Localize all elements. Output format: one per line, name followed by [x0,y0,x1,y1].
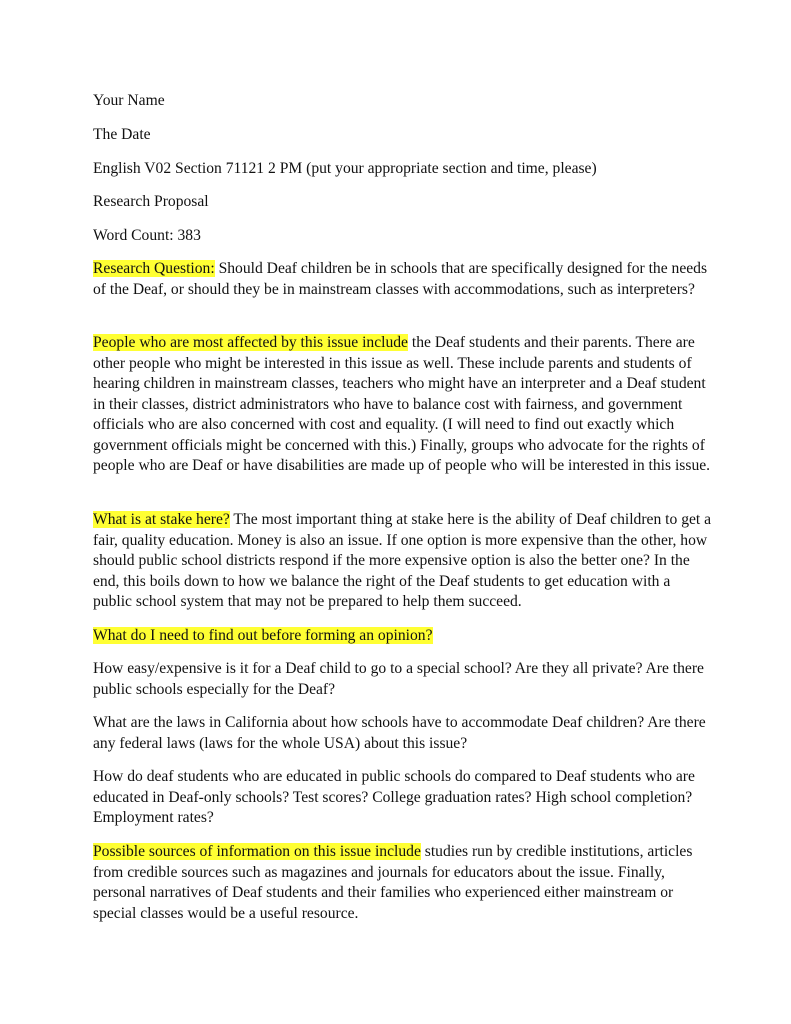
find-out-heading [93,626,713,647]
word-count: Word Count: 383 [93,227,201,244]
stakes-paragraph [93,510,713,613]
stakes-text: The most important thing at stake here is the ability of Deaf children to get a fair, quality education. Money is also an issue. If one option is more expensive than the other, how should public school districts respond if the more expensive option is also the better one? In the end, this boils down to how we balance the right of the Deaf students to get education with a public school system that may not be prepared to help them succeed. [93,511,712,610]
question-paragraph: How do deaf students who are educated in public schools do compared to Deaf students who are educated in Deaf-only schools? Test scores? College graduation rates? High school completion? Employment rates? [93,768,695,826]
research-question-text: Should Deaf children be in schools that are specifically designed for the needs of the Deaf, or should they be in mainstream classes with accommodations, such as interpreters? [93,260,708,298]
stakes-label: What is at stake here? [93,511,230,528]
sources-text: studies run by credible institutions, articles from credible sources such as magazines and journals for educators about the issue. Finally, personal narratives of Deaf students and their families who experienced either mainstream or special classes would be a useful resource. [93,843,693,922]
affected-parties-label: People who are most affected by this issue include [93,334,408,351]
author-name: Your Name [93,92,165,109]
document-type: Research Proposal [93,193,209,210]
sources-paragraph [93,842,713,924]
question-paragraph: How easy/expensive is it for a Deaf child to go to a special school? Are they all private? Are there public schools especially for the Deaf? [93,660,704,698]
course-section: English V02 Section 71121 2 PM (put your appropriate section and time, please) [93,160,597,177]
document-date: The Date [93,126,151,143]
affected-parties-paragraph [93,333,713,477]
sources-label: Possible sources of information on this issue include [93,843,421,860]
find-out-label: What do I need to find out before forming an opinion? [93,627,433,644]
research-question-paragraph [93,259,713,300]
research-question-label: Research Question: [93,260,215,277]
question-paragraph: What are the laws in California about how schools have to accommodate Deaf children? Are there any federal laws (laws for the whole USA) about this issue? [93,714,706,752]
affected-parties-text: the Deaf students and their parents. There are other people who might be interested in this issue as well. These include parents and students of hearing children in mainstream classes, teachers who might have an interpreter and a Deaf student in their classes, district administrators who have to balance cost with fairness, and government officials who are also concerned with cost and equality. (I will need to find out exactly which government officials might be concerned with this.) Finally, groups who advocate for the rights of people who are Deaf or have disabilities are made up of people who will be interested in this issue. [93,334,711,474]
